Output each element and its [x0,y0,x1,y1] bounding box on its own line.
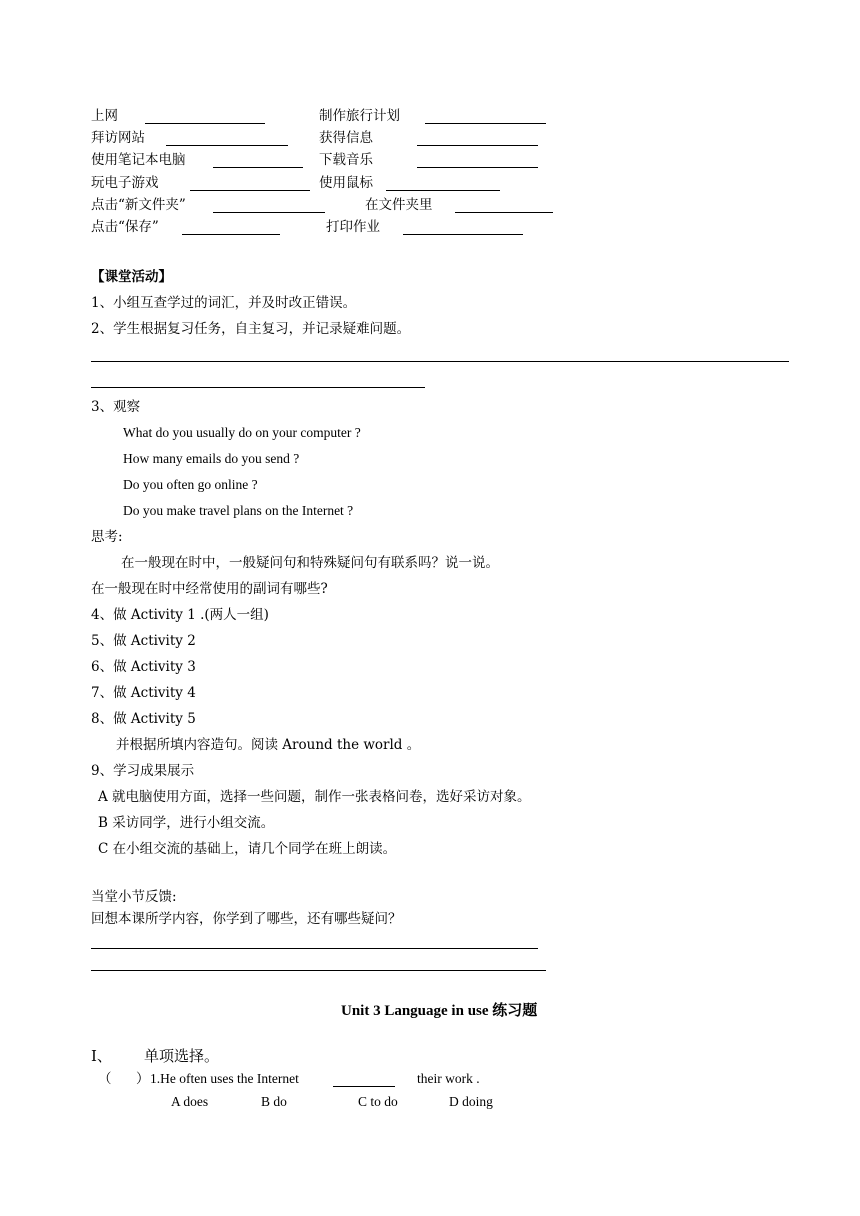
answer-blank[interactable] [145,111,265,124]
vocab-right-2: 获得信息 [319,130,373,146]
answer-blank[interactable] [403,222,523,235]
answer-blank[interactable] [425,111,546,124]
activity-item-8: 8、做 Activity 5 [91,711,196,727]
activity-item-3: 3、观察 [91,399,141,415]
answer-line[interactable] [91,387,425,388]
question-line: Do you often go online ? [123,477,258,492]
vocab-left-6: 点击“保存” [91,219,159,235]
vocab-left-2: 拜访网站 [91,130,145,146]
vocab-right-6: 打印作业 [326,219,380,235]
answer-bracket-right: ） [136,1071,150,1086]
activity-item-8-note: 并根据所填内容造句。阅读 Around the world 。 [116,737,421,753]
activity-item-1: 1、小组互查学过的词汇，并及时改正错误。 [91,295,357,311]
vocab-left-1: 上网 [91,108,118,124]
question-text: 1.He often uses the Internet [150,1071,299,1086]
activity-item-9: 9、学习成果展示 [91,763,195,779]
question-line: What do you usually do on your computer ? [123,425,361,440]
answer-blank[interactable] [213,155,303,168]
exercise-title: Unit 3 Language in use 练习题 [341,1003,538,1019]
activity-item-4: 4、做 Activity 1 .(两人一组) [91,607,269,623]
vocab-left-4: 玩电子游戏 [91,175,159,191]
option-c[interactable]: C to do [358,1094,398,1109]
answer-blank[interactable] [417,133,538,146]
vocab-right-3: 下载音乐 [319,152,373,168]
vocab-right-5: 在文件夹里 [365,197,433,213]
feedback-label: 当堂小节反馈: [91,889,177,905]
answer-line[interactable] [91,970,546,971]
think-label: 思考: [91,529,123,545]
think-question-2: 在一般现在时中经常使用的副词有哪些? [91,581,328,597]
answer-blank[interactable] [213,200,325,213]
answer-line[interactable] [91,948,538,949]
question-text-tail: their work . [417,1071,480,1086]
answer-blank[interactable] [386,178,500,191]
answer-bracket-left: （ [98,1071,112,1086]
activity-item-7: 7、做 Activity 4 [91,685,196,701]
answer-blank[interactable] [333,1074,395,1087]
answer-blank[interactable] [417,155,538,168]
answer-blank[interactable] [455,200,553,213]
activity-item-9c: C 在小组交流的基础上，请几个同学在班上朗读。 [98,841,397,857]
activity-item-9a: A 就电脑使用方面，选择一些问题，制作一张表格问卷，选好采访对象。 [98,789,531,805]
question-line: How many emails do you send ? [123,451,300,466]
answer-blank[interactable] [166,133,288,146]
vocab-left-3: 使用笔记本电脑 [91,152,186,168]
vocab-right-1: 制作旅行计划 [319,108,400,124]
section-number: I、 [91,1047,112,1065]
answer-blank[interactable] [182,222,280,235]
answer-line[interactable] [91,361,789,362]
activity-item-5: 5、做 Activity 2 [91,633,196,649]
feedback-question: 回想本课所学内容，你学到了哪些，还有哪些疑问？ [91,911,402,927]
option-b[interactable]: B do [261,1094,287,1109]
vocab-left-5: 点击“新文件夹” [91,197,186,213]
option-a[interactable]: A does [171,1094,209,1109]
activity-item-9b: B 采访同学，进行小组交流。 [98,815,275,831]
activity-item-2: 2、学生根据复习任务，自主复习，并记录疑难问题。 [91,321,411,337]
section-label: 单项选择。 [144,1047,220,1065]
option-d[interactable]: D doing [449,1094,493,1109]
activity-item-6: 6、做 Activity 3 [91,659,196,675]
vocab-right-4: 使用鼠标 [319,175,373,191]
think-question-1: 在一般现在时中，一般疑问句和特殊疑问句有联系吗？说一说。 [121,555,499,571]
activity-heading: 【课堂活动】 [91,269,172,285]
question-line: Do you make travel plans on the Internet ? [123,503,354,518]
answer-blank[interactable] [190,178,310,191]
